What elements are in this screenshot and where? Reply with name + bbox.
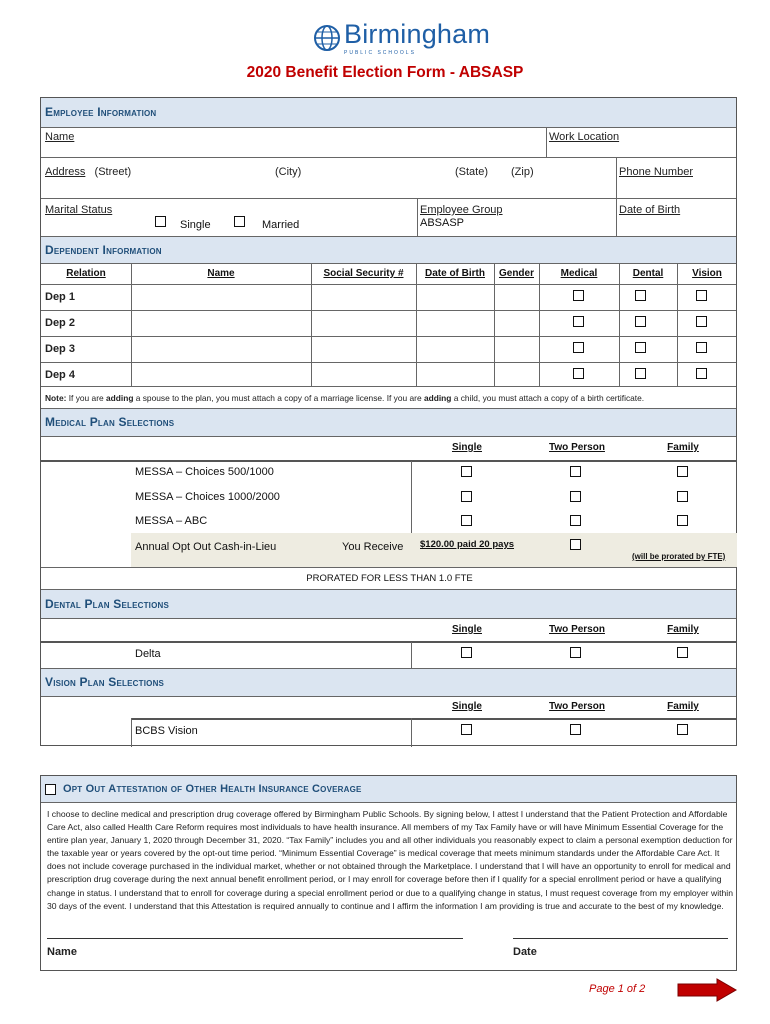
next-page-arrow-icon[interactable] [677,978,737,1002]
dep-4-label: Dep 4 [45,369,75,381]
dental-single-checkbox[interactable] [461,647,472,658]
dep-1-label: Dep 1 [45,291,75,303]
choices-500-family-checkbox[interactable] [677,466,688,477]
vision-family-checkbox[interactable] [677,724,688,735]
state-label: (State) [455,166,489,178]
dependent-section-header: Dependent Information [41,237,736,263]
vision-plan-label: BCBS Vision [135,725,198,737]
col-relation: Relation [66,268,106,279]
city-label: (City) [275,166,302,178]
dental-plan-label: Delta [135,648,161,660]
dep-4-medical-checkbox[interactable] [573,368,584,379]
dependent-row [41,311,738,336]
dep-2-label: Dep 2 [45,317,75,329]
single-checkbox[interactable] [155,216,166,227]
dep-2-vision-checkbox[interactable] [696,316,707,327]
prorated-by-fte-note: (will be prorated by FTE) [632,552,726,561]
dental-col-two-person: Two Person [549,624,605,635]
opt-out-checkbox[interactable] [570,539,581,550]
date-of-birth-field[interactable] [617,198,737,236]
work-location-field[interactable] [547,127,737,157]
dep-1-medical-checkbox[interactable] [573,290,584,301]
employee-section-header: Employee Information [41,98,736,127]
married-label: Married [262,219,300,231]
attestation-box [40,775,737,971]
attestation-section-header: Opt Out Attestation of Other Health Insurance Coverage [41,776,736,802]
address-field[interactable] [41,157,616,198]
dep-1-dental-checkbox[interactable] [635,290,646,301]
abc-two-person-checkbox[interactable] [570,515,581,526]
dental-family-checkbox[interactable] [677,647,688,658]
name-signature-line[interactable] [47,938,463,939]
date-signature-line[interactable] [513,938,728,939]
single-label: Single [180,219,211,231]
vision-two-person-checkbox[interactable] [570,724,581,735]
plan-choices-500-label: MESSA – Choices 500/1000 [135,466,274,478]
prorated-note: PRORATED FOR LESS THAN 1.0 FTE [306,573,473,584]
address-label: Address [45,166,86,178]
dependent-header-row [41,264,738,284]
dep-3-medical-checkbox[interactable] [573,342,584,353]
vision-section-header: Vision Plan Selections [41,669,736,696]
dep-3-label: Dep 3 [45,343,75,355]
col-dob: Date of Birth [425,268,485,279]
medical-section-header: Medical Plan Selections [41,409,736,436]
choices-1000-single-checkbox[interactable] [461,491,472,502]
dep-1-vision-checkbox[interactable] [696,290,707,301]
dental-col-family: Family [667,624,699,635]
dependent-row [41,363,738,386]
col-gender: Gender [498,268,534,279]
choices-1000-family-checkbox[interactable] [677,491,688,502]
attestation-name-label: Name [47,946,77,958]
phone-field[interactable] [617,157,737,198]
logo-name: Birmingham [344,19,491,49]
main-form-box [40,97,737,746]
opt-out-label: Annual Opt Out Cash-in-Lieu [135,541,277,553]
vision-col-single: Single [451,701,482,712]
vision-col-family: Family [667,701,699,712]
col-vision: Vision [692,268,722,279]
employee-group-value: ABSASP [420,217,465,229]
employee-group-label: Employee Group [420,204,503,216]
dep-4-vision-checkbox[interactable] [696,368,707,379]
attestation-date-label: Date [513,946,537,958]
choices-500-single-checkbox[interactable] [461,466,472,477]
vision-single-checkbox[interactable] [461,724,472,735]
name-label: Name [45,131,75,143]
dependent-note: Note: If you are adding a spouse to the plan, you must attach a copy of a marriage license. If you are adding a child, you must attach a copy of a birth certificate. [45,393,645,403]
dep-2-medical-checkbox[interactable] [573,316,584,327]
you-receive-label: You Receive [342,541,404,553]
col-name: Name [207,268,235,279]
dep-4-dental-checkbox[interactable] [635,368,646,379]
street-label: (Street) [94,166,132,178]
abc-family-checkbox[interactable] [677,515,688,526]
phone-label: Phone Number [619,166,693,178]
birmingham-logo [313,19,493,56]
attestation-text: I choose to decline medical and prescription drug coverage offered by Birmingham Public Schools. By signing below, I attest I understand that the Patient Protection and Affordable Care Act, also called Health Care Reform requires most individuals to have health insurance. All members of my Tax Family have or will have Minimum Essential Coverage for the entire plan year, January 1, 2020 through December 31, 2020. “Tax Family” includes you and all other individuals you reasonably expect to claim a personal exemption deduction for the taxable year or years covered by the opt-out time period. “Minimum Essential Coverage” is medical coverage that meets minimum standards under the Affordable Care Act. It does not include coverage purchased in the individual market, whether or not obtained through the Marketplace. I understand that I will have an opportunity to enroll for medical and prescription drug coverage during the next annual benefit enrollment period, or I may enroll for coverage before then if I qualify for a special enrollment period or have a qualifying change in status. I understand that to enroll for coverage during a special enrollment period or due to a qualifying change in status, I must request coverage from my employer within 30 days of the event. I understand that this Attestation is required annually to continue and I affirm the information I am providing is true and accurate to the best of my knowledge. [47,809,733,911]
dental-section-header: Dental Plan Selections [41,590,736,618]
marital-status-label: Marital Status [45,204,113,216]
choices-1000-two-person-checkbox[interactable] [570,491,581,502]
page-number: Page 1 of 2 [589,983,646,995]
col-dental: Dental [632,268,664,279]
abc-single-checkbox[interactable] [461,515,472,526]
work-location-label: Work Location [549,131,620,143]
zip-label: (Zip) [511,166,534,178]
medical-col-family: Family [667,442,699,453]
dep-3-vision-checkbox[interactable] [696,342,707,353]
dental-col-single: Single [451,624,482,635]
medical-col-two-person: Two Person [549,442,605,453]
logo-subtitle: PUBLIC SCHOOLS [344,50,416,56]
dental-two-person-checkbox[interactable] [570,647,581,658]
married-checkbox[interactable] [234,216,245,227]
attestation-checkbox[interactable] [45,784,56,795]
choices-500-two-person-checkbox[interactable] [570,466,581,477]
col-medical: Medical [560,268,598,279]
col-ssn: Social Security # [323,268,404,279]
date-of-birth-label: Date of Birth [619,204,681,216]
medical-col-single: Single [451,442,482,453]
form-title: 2020 Benefit Election Form - ABSASP [246,64,524,81]
opt-out-amount: $120.00 paid 20 pays [420,539,515,550]
dependent-row [41,337,738,362]
dependent-row [41,285,738,310]
dep-3-dental-checkbox[interactable] [635,342,646,353]
vision-col-two-person: Two Person [549,701,605,712]
globe-icon [313,24,341,52]
plan-choices-1000-label: MESSA – Choices 1000/2000 [135,491,280,503]
dep-2-dental-checkbox[interactable] [635,316,646,327]
plan-abc-label: MESSA – ABC [135,515,208,527]
name-field[interactable] [41,127,546,157]
